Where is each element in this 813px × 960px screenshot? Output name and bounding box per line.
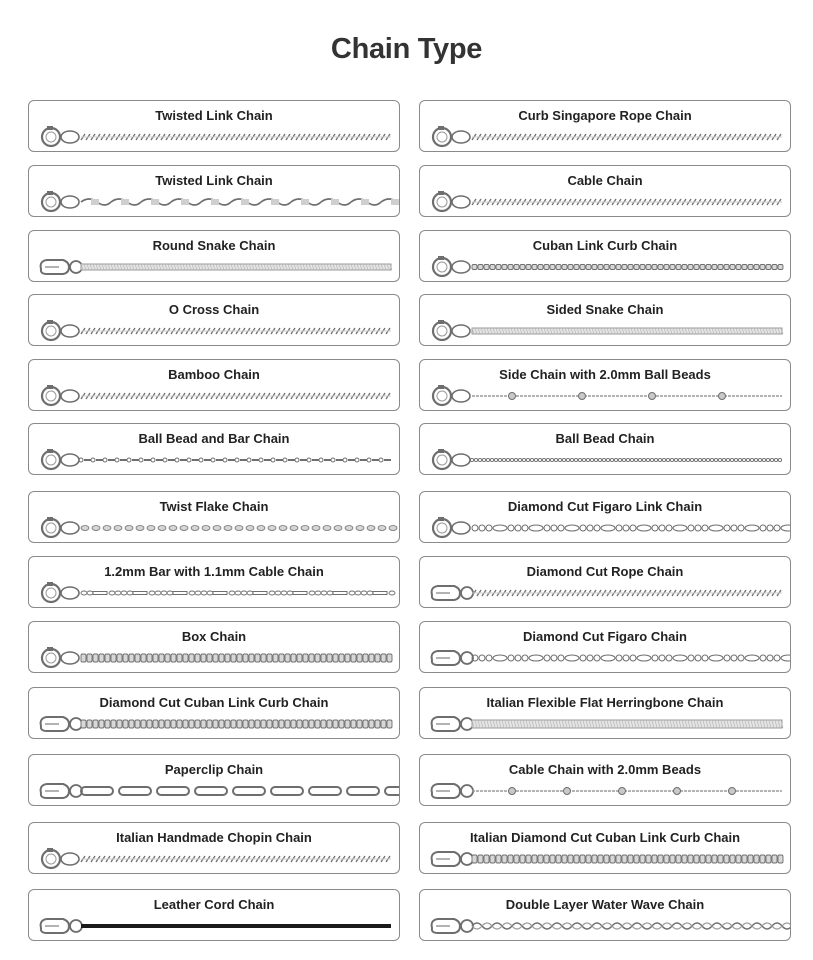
chain-card <box>28 822 400 874</box>
chain-illustration <box>29 101 399 151</box>
chain-card <box>419 165 791 217</box>
figaro-chain-graphic <box>472 655 790 661</box>
chain-name: Curb Singapore Rope Chain <box>518 108 692 123</box>
chain-illustration <box>29 823 399 873</box>
flake-chain-graphic <box>81 526 397 531</box>
rope-fine-chain-graphic <box>81 856 391 862</box>
lobster-clasp-icon <box>432 717 473 731</box>
chain-name: Cable Chain with 2.0mm Beads <box>508 762 702 777</box>
page-title: Chain Type <box>330 33 483 65</box>
herringbone-chain-graphic <box>472 720 783 728</box>
twisted-chain-graphic <box>81 134 391 140</box>
spring-ring-clasp-icon <box>433 126 470 146</box>
spring-ring-clasp-icon <box>433 517 470 537</box>
rope-chain-graphic <box>472 199 782 205</box>
chain-name: Cable Chain <box>567 173 643 188</box>
lobster-clasp-icon <box>432 586 473 600</box>
chain-card <box>419 230 791 282</box>
spring-ring-clasp-icon <box>433 191 470 211</box>
chain-card <box>28 165 400 217</box>
chain-name: 1.2mm Bar with 1.1mm Cable Chain <box>104 564 324 579</box>
chain-card <box>419 621 791 673</box>
spring-ring-clasp-icon <box>433 449 470 469</box>
spring-ring-clasp-icon <box>433 385 470 405</box>
chain-name: Twist Flake Chain <box>159 499 269 514</box>
chain-illustration <box>29 231 399 281</box>
chain-illustration <box>29 166 399 216</box>
chain-card <box>28 889 400 941</box>
chain-name: O Cross Chain <box>168 302 260 317</box>
chain-name: Sided Snake Chain <box>546 302 664 317</box>
chain-illustration <box>420 557 790 607</box>
chain-card <box>419 889 791 941</box>
chain-card <box>419 359 791 411</box>
lobster-clasp-icon <box>432 784 473 798</box>
ball-bar-chain-graphic <box>79 458 391 462</box>
chain-illustration <box>29 557 399 607</box>
chain-card <box>419 423 791 475</box>
spring-ring-clasp-icon <box>433 320 470 340</box>
figaro-fine-chain-graphic <box>472 525 790 531</box>
chain-name: Diamond Cut Figaro Link Chain <box>507 499 703 514</box>
chain-illustration <box>420 755 790 805</box>
cuban-chain-graphic <box>81 720 392 728</box>
chain-name: Twisted Link Chain <box>155 108 273 123</box>
lobster-clasp-icon <box>41 260 82 274</box>
chain-card <box>419 491 791 543</box>
chain-name: Round Snake Chain <box>152 238 276 253</box>
chain-illustration <box>420 492 790 542</box>
ball-chain-graphic <box>470 458 781 461</box>
spring-ring-clasp-icon <box>433 256 470 276</box>
chain-card <box>28 294 400 346</box>
chain-name: Italian Handmade Chopin Chain <box>116 830 312 845</box>
chain-illustration <box>420 166 790 216</box>
chain-card <box>419 556 791 608</box>
chain-illustration <box>420 424 790 474</box>
chain-card <box>419 294 791 346</box>
chain-card <box>419 754 791 806</box>
chain-name: Twisted Link Chain <box>155 173 273 188</box>
chain-name: Box Chain <box>181 629 247 644</box>
spring-ring-clasp-icon <box>42 582 79 602</box>
chain-name: Diamond Cut Rope Chain <box>526 564 684 579</box>
lobster-clasp-icon <box>41 717 82 731</box>
chain-illustration <box>420 231 790 281</box>
water-wave-chain-graphic <box>472 923 790 929</box>
chain-card <box>28 359 400 411</box>
spring-ring-clasp-icon <box>42 191 79 211</box>
chain-illustration <box>420 688 790 738</box>
chain-card <box>419 687 791 739</box>
chain-card <box>28 621 400 673</box>
chain-card <box>419 822 791 874</box>
box-chain-graphic <box>81 654 392 662</box>
spring-ring-clasp-icon <box>42 385 79 405</box>
chain-illustration <box>420 360 790 410</box>
lobster-clasp-icon <box>41 919 82 933</box>
chain-illustration <box>29 622 399 672</box>
chain-name: Side Chain with 2.0mm Ball Beads <box>499 367 711 382</box>
chain-card <box>28 687 400 739</box>
chain-name: Italian Flexible Flat Herringbone Chain <box>486 695 724 710</box>
twisted-large-chain-graphic <box>81 199 399 205</box>
chain-name: Diamond Cut Cuban Link Curb Chain <box>99 695 329 710</box>
lobster-clasp-icon <box>432 919 473 933</box>
chain-illustration <box>29 360 399 410</box>
chain-card <box>28 754 400 806</box>
chain-card <box>28 100 400 152</box>
spring-ring-clasp-icon <box>42 647 79 667</box>
cable-beads-chain-graphic <box>472 788 782 795</box>
lobster-clasp-icon <box>432 651 473 665</box>
spring-ring-clasp-icon <box>42 126 79 146</box>
chain-name: Ball Bead Chain <box>555 431 655 446</box>
chain-name: Double Layer Water Wave Chain <box>505 897 705 912</box>
bamboo-chain-graphic <box>81 393 391 399</box>
lobster-clasp-icon <box>432 852 473 866</box>
cable-chain-graphic <box>81 328 391 334</box>
spring-ring-clasp-icon <box>42 517 79 537</box>
chain-illustration <box>29 755 399 805</box>
chain-card <box>28 491 400 543</box>
chain-card <box>28 556 400 608</box>
chain-name: Ball Bead and Bar Chain <box>138 431 290 446</box>
rope-cut-chain-graphic <box>472 590 782 596</box>
chain-card <box>419 100 791 152</box>
chain-name: Cuban Link Curb Chain <box>532 238 678 253</box>
chain-card <box>28 423 400 475</box>
lobster-clasp-icon <box>41 784 82 798</box>
cuban-large-chain-graphic <box>472 855 783 863</box>
chain-card <box>28 230 400 282</box>
spring-ring-clasp-icon <box>42 320 79 340</box>
chain-illustration <box>420 622 790 672</box>
chain-name: Italian Diamond Cut Cuban Link Curb Chain <box>469 830 741 845</box>
chain-illustration <box>29 492 399 542</box>
chain-illustration <box>29 424 399 474</box>
chain-illustration <box>29 890 399 940</box>
chain-illustration <box>420 823 790 873</box>
chain-name: Diamond Cut Figaro Chain <box>523 629 687 644</box>
chain-name: Leather Cord Chain <box>153 897 275 912</box>
chain-illustration <box>29 295 399 345</box>
chain-illustration <box>420 101 790 151</box>
paperclip-chain-graphic <box>81 787 399 795</box>
rope-chain-graphic <box>472 134 782 140</box>
chain-illustration <box>420 295 790 345</box>
chain-name: Paperclip Chain <box>164 762 264 777</box>
chain-illustration <box>29 688 399 738</box>
bar-cable-chain-graphic <box>81 591 395 595</box>
spring-ring-clasp-icon <box>42 848 79 868</box>
snake-flat-chain-graphic <box>472 328 783 334</box>
curb-chain-graphic <box>472 265 783 270</box>
chain-illustration <box>420 890 790 940</box>
chain-name: Bamboo Chain <box>168 367 260 382</box>
spring-ring-clasp-icon <box>42 449 79 469</box>
beaded-side-chain-graphic <box>472 393 782 400</box>
snake-chain-graphic <box>81 264 392 270</box>
